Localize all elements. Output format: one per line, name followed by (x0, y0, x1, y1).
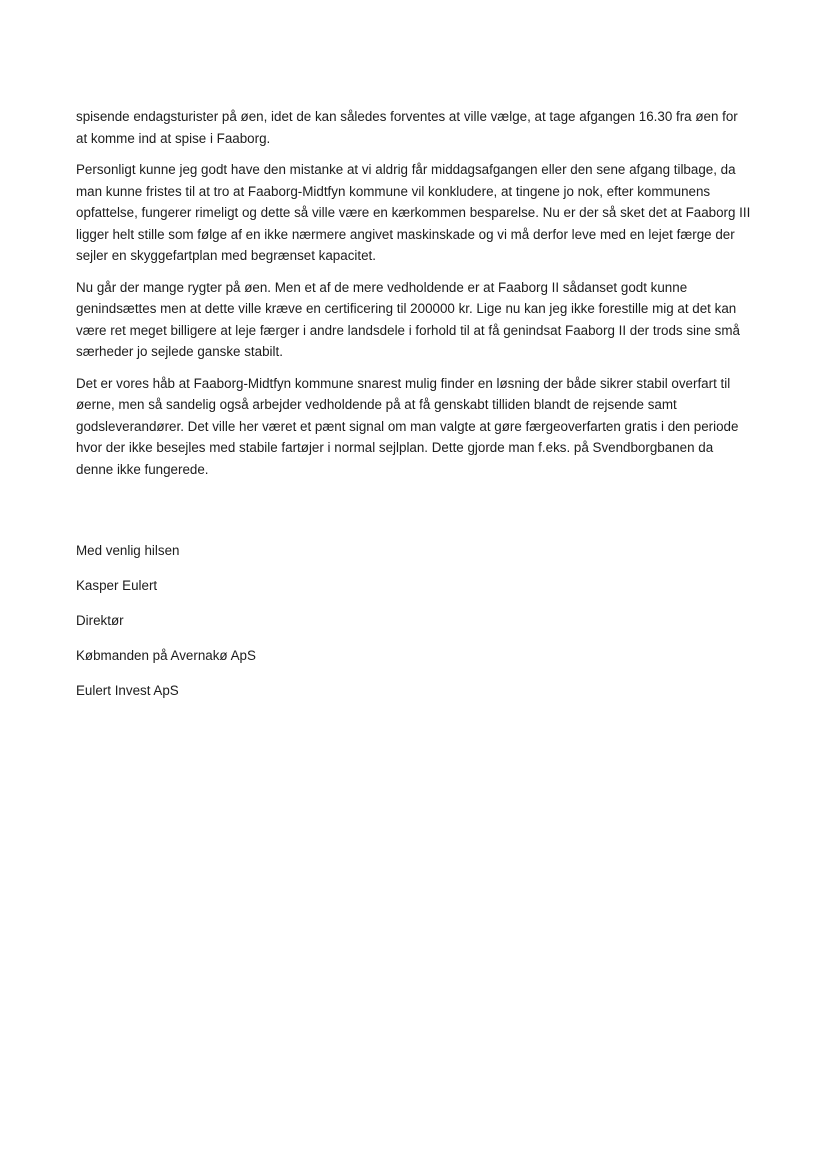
closing-greeting: Med venlig hilsen (76, 543, 180, 558)
signer-name: Kasper Eulert (76, 578, 158, 593)
paragraph-3: Nu går der mange rygter på øen. Men et af de mere vedholdende er at Faaborg II sådanset godt kunne genindsættes men at dette ville kræve en certificering til 200000 kr. Lige nu kan jeg ikke forestille mig at det kan være ret meget billigere at leje færger i andre landsdele i forhold til at få genindsat Faaborg II der trods sine små særheder jo sejlede ganske stabilt. (76, 279, 740, 359)
paragraph-4: Det er vores håb at Faaborg-Midtfyn kommune snarest mulig finder en løsning der både sikrer stabil overfart til øerne, men så sandelig også arbejder vedholdende på at få genskabt tilliden blandt de rejsende samt godsleverandører. Det ville her været et pænt signal om man valgte at gøre færgeoverfarten gratis i den periode hvor der ikke besejles med stabile fartøjer i normal sejlplan. Dette gjorde man f.eks. på Svendborgbanen da denne ikke fungerede. (76, 375, 739, 477)
company-name-1: Købmanden på Avernakø ApS (76, 648, 256, 663)
signer-title: Direktør (76, 613, 124, 628)
paragraph-1: spisende endagsturister på øen, idet de kan således forventes at ville vælge, at tage afgangen 16.30 fra øen for at komme ind at spise i Faaborg. (76, 109, 738, 146)
letter-body (76, 106, 752, 490)
paragraph-2: Personligt kunne jeg godt have den mistanke at vi aldrig får middagsafgangen eller den sene afgang tilbage, da man kunne fristes til at tro at Faaborg-Midtfyn kommune vil konkludere, at tingene jo nok, efter kommunens opfattelse, fungerer rimeligt og dette så ville være en kærkommen besparelse. Nu er der så sket det at Faaborg III ligger helt stille som følge af en ikke nærmere angivet maskinskade og vi må derfor leve med en lejet færge der sejler en skyggefartplan med begrænset kapacitet. (76, 162, 751, 263)
letter-closing (76, 540, 476, 715)
company-name-2: Eulert Invest ApS (76, 683, 179, 698)
